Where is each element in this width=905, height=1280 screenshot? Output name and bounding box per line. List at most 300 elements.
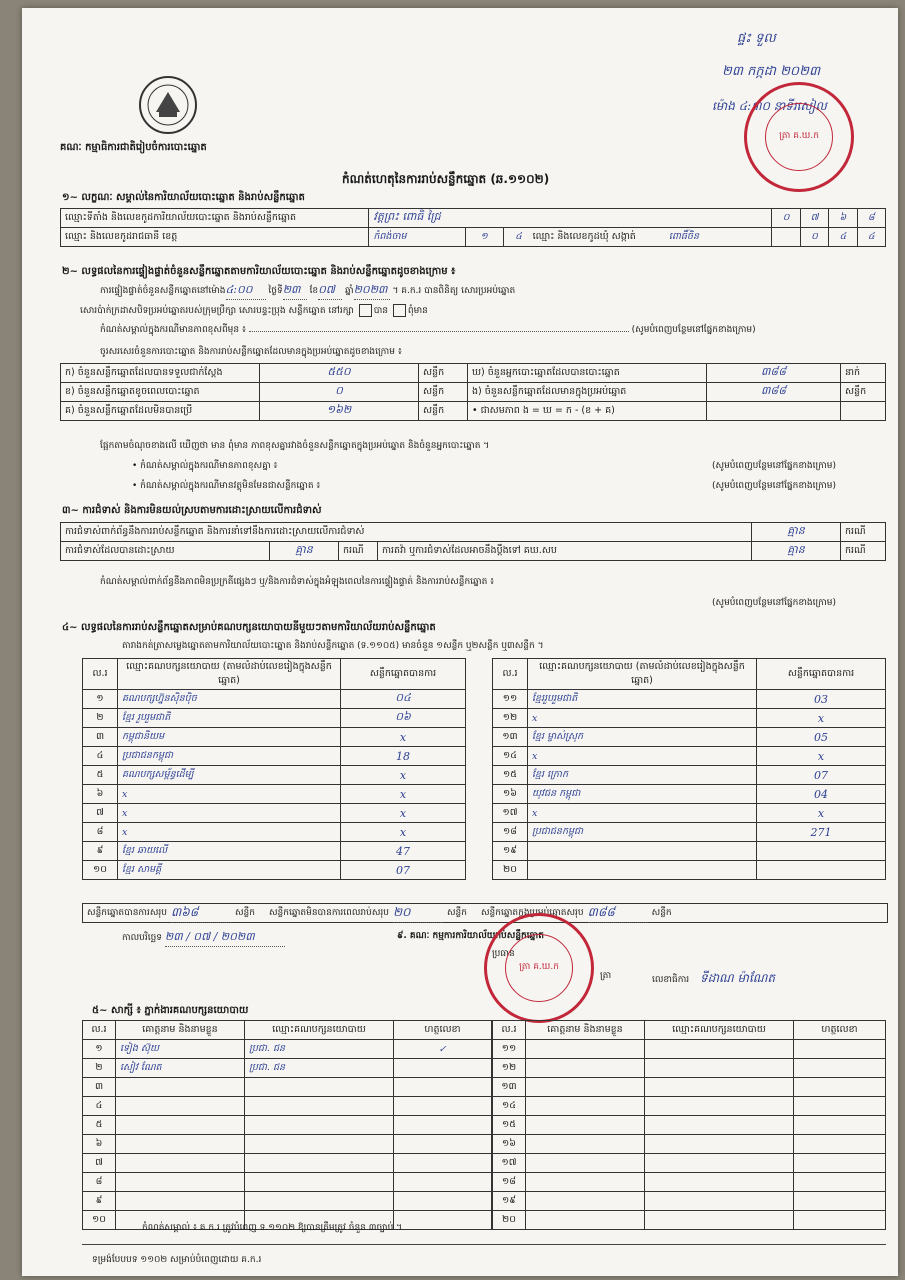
- s1-row1-label: ឈ្មោះទីតាំង និងលេខកូដការិយាល័យបោះឆ្នោត និងរាប់សន្លឹកឆ្នោត: [61, 209, 369, 228]
- party-row: [493, 766, 886, 785]
- s2-right-label: ឃ) ចំនួនអ្នកបោះឆ្នោតដែលបានបោះឆ្នោត: [468, 364, 707, 383]
- party-votes: [757, 842, 886, 861]
- s1-commune: [503, 228, 772, 247]
- witness-row: [83, 1097, 492, 1116]
- witness-row: [493, 1154, 886, 1173]
- party-row: [83, 728, 466, 747]
- count-month: ០៧: [318, 283, 342, 300]
- seal-label-top: ត្រា គ.ឃ.ក: [765, 103, 834, 172]
- nec-emblem-icon: [137, 74, 199, 136]
- witness-no: ១៧: [493, 1154, 526, 1173]
- party-votes: 47: [341, 842, 466, 861]
- w-col-no: ល.រ: [493, 1021, 526, 1040]
- party-row: [83, 766, 466, 785]
- footer-divider: [82, 1244, 886, 1245]
- s1-province-code: ៤: [515, 231, 522, 242]
- secretary-label: លេខាធិការ: [652, 975, 690, 985]
- party-votes: x: [757, 804, 886, 823]
- party-no: ៧: [83, 804, 118, 823]
- total-valid-label: សន្លឹកឆ្នោតបានការសរុប: [87, 907, 167, 918]
- witness-party: [645, 1173, 794, 1192]
- total-box: ៣៨៨: [588, 904, 648, 923]
- witness-no: ២: [83, 1059, 116, 1078]
- party-name: គណបក្សហ្វ៊ុនស៊ិនប៉ិច: [118, 690, 341, 709]
- total-invalid: ២០: [393, 904, 443, 923]
- corner-note-2: ២៣ កក្កដា ២០២៣: [722, 64, 821, 79]
- note-label: កំណត់សម្គាល់ក្នុងករណីមានភាពខុសពីមុន ៖: [100, 325, 246, 335]
- witness-name: [526, 1078, 645, 1097]
- witness-name: [526, 1059, 645, 1078]
- intro-text: ។ គ.ក.រ បានពិនិត្យ សោរប្រអប់ឆ្នោត: [392, 286, 516, 296]
- count-day: ២៣: [283, 283, 307, 300]
- party-no: ៣: [83, 728, 118, 747]
- no-label: ពុំមាន: [407, 306, 428, 316]
- s2-right-value: ៣៨៨: [707, 383, 841, 402]
- witness-signature: [394, 1097, 492, 1116]
- witness-party: [245, 1097, 394, 1116]
- party-name: x: [528, 709, 757, 728]
- witness-no: ១៤: [493, 1097, 526, 1116]
- party-votes: 05: [757, 728, 886, 747]
- witness-signature: [794, 1040, 886, 1059]
- witness-no: ១២: [493, 1059, 526, 1078]
- party-no: ៦: [83, 785, 118, 804]
- party-votes: x: [341, 728, 466, 747]
- witness-signature: [394, 1192, 492, 1211]
- party-row: [83, 690, 466, 709]
- s1-empty-cell: [772, 228, 800, 247]
- w-col-no: ល.រ: [83, 1021, 116, 1040]
- w-col-party: ឈ្មោះគណបក្សនយោបាយ: [645, 1021, 794, 1040]
- witness-name: [526, 1192, 645, 1211]
- date-line: [122, 930, 285, 947]
- s2-left-label: គ) ចំនួនសន្លឹកឆ្នោតដែលមិនបានប្រើ: [61, 402, 260, 421]
- votes-table-right: [492, 658, 886, 880]
- s2-left-label: ខ) ចំនួនសន្លឹកឆ្នោតខូចពេលបោះឆ្នោត: [61, 383, 260, 402]
- witness-row: [493, 1192, 886, 1211]
- party-row: [493, 861, 886, 880]
- witness-no: ២០: [493, 1211, 526, 1230]
- party-row: [493, 728, 886, 747]
- s3-row1-value: គ្មាន: [752, 523, 841, 542]
- party-votes: x: [757, 747, 886, 766]
- party-name: x: [118, 785, 341, 804]
- party-no: ១៦: [493, 785, 528, 804]
- witness-signature: [794, 1059, 886, 1078]
- s2-right-unit: នាក់: [841, 364, 886, 383]
- party-row: [493, 709, 886, 728]
- witness-no: ៩: [83, 1192, 116, 1211]
- intro-text: ឆ្នាំ: [345, 286, 354, 296]
- witness-signature: [794, 1097, 886, 1116]
- witness-name: [116, 1192, 245, 1211]
- seal-label-bottom: ត្រា គ.ឃ.ក: [505, 934, 574, 1003]
- intro-text: ថ្ងៃទី: [268, 286, 283, 296]
- s1-digit: ០: [800, 228, 828, 247]
- party-name: កម្ពុជានិយម: [118, 728, 341, 747]
- witness-row: [493, 1078, 886, 1097]
- no-checkbox[interactable]: [393, 304, 406, 317]
- form-sheet: [22, 8, 898, 1276]
- party-no: ២: [83, 709, 118, 728]
- party-name: [528, 842, 757, 861]
- count-time: ៤:០០: [226, 283, 266, 300]
- witness-signature: [394, 1078, 492, 1097]
- s1-digit: ៤: [829, 228, 857, 247]
- party-row: [493, 823, 886, 842]
- witness-party: [645, 1059, 794, 1078]
- party-name: ប្រជាជនកម្ពុជា: [118, 747, 341, 766]
- party-row: [83, 747, 466, 766]
- witness-no: ១០: [83, 1211, 116, 1230]
- section2-table: [60, 363, 886, 421]
- party-row: [83, 804, 466, 823]
- total-unit: សន្លឹក: [234, 907, 255, 918]
- party-name: x: [118, 823, 341, 842]
- witness-name: [526, 1040, 645, 1059]
- s2-row: [61, 364, 886, 383]
- witness-no: ៤: [83, 1097, 116, 1116]
- witness-row: [493, 1211, 886, 1230]
- witness-no: ៣: [83, 1078, 116, 1097]
- party-no: ១៧: [493, 804, 528, 823]
- party-votes: x: [341, 785, 466, 804]
- witness-party: [645, 1135, 794, 1154]
- witness-party: [245, 1116, 394, 1135]
- party-no: ១២: [493, 709, 528, 728]
- witness-no: ៧: [83, 1154, 116, 1173]
- votes-table-left: [82, 658, 466, 880]
- date-label: កាលបរិច្ឆេទ: [122, 933, 162, 943]
- col-votes: សន្លឹកឆ្នោតបានការ: [757, 659, 886, 690]
- witness-signature: ✓: [394, 1040, 492, 1059]
- party-row: [493, 804, 886, 823]
- corner-note-3: ម៉ោង ៤:៣០ នាទីរសៀល: [712, 99, 827, 113]
- party-row: [83, 709, 466, 728]
- official-seal-top: [744, 82, 854, 192]
- party-votes: 04: [757, 785, 886, 804]
- section2-heading: ២~ លទ្ធផលនៃការផ្ទៀងផ្ទាត់ចំនួនសន្លឹកឆ្នោតតាមការិយាល័យបោះឆ្នោត និងរាប់សន្លឹកឆ្នោតដូចខាងក្រោម ៖: [62, 266, 456, 277]
- witness-name: [116, 1173, 245, 1192]
- witness-no: ១៥: [493, 1116, 526, 1135]
- total-unit: សន្លឹក: [446, 907, 467, 918]
- org-name: គណៈ កម្មាធិការជាតិរៀបចំការបោះឆ្នោត: [60, 142, 207, 153]
- party-no: ១៥: [493, 766, 528, 785]
- witness-name: [526, 1154, 645, 1173]
- witness-name: [116, 1097, 245, 1116]
- s2-row: [61, 402, 886, 421]
- witness-row: [83, 1078, 492, 1097]
- party-votes: ០៤: [341, 690, 466, 709]
- witness-row: [83, 1059, 492, 1078]
- party-votes: x: [757, 709, 886, 728]
- totals-row: [82, 903, 888, 923]
- party-votes: 03: [757, 690, 886, 709]
- fill-hint: (សូមបំពេញបន្ថែមនៅផ្នែកខាងក្រោម): [631, 325, 756, 335]
- witness-row: [83, 1154, 492, 1173]
- witness-party: [645, 1154, 794, 1173]
- party-row: [493, 747, 886, 766]
- section3-table: [60, 522, 886, 561]
- total-box-label: សន្លឹកឆ្នោតក្នុងប្រអប់ឆ្នោតសរុប: [480, 907, 584, 918]
- party-name: ខ្មែររួបរួមជាតិ: [528, 690, 757, 709]
- party-no: ១៣: [493, 728, 528, 747]
- s2-left-unit: សន្លឹក: [419, 364, 468, 383]
- section2-intro-line2: [80, 304, 428, 318]
- party-row: [83, 842, 466, 861]
- party-no: ១៩: [493, 842, 528, 861]
- yes-label: បាន: [373, 306, 389, 316]
- section3-note: កំណត់សម្គាល់ពាក់ព័ន្ធនឹងភាពមិនប្រក្រតីផ្សេងៗ ឬ/និងការជំទាស់ក្នុងអំឡុងពេលនៃការផ្ទៀងផ្ទាត់ និងការរាប់សន្លឹកឆ្នោត ៖: [100, 577, 495, 587]
- s3-row2b-value: គ្មាន: [752, 542, 841, 561]
- s2-right-value: [707, 402, 841, 421]
- witness-row: [493, 1116, 886, 1135]
- s1-digit: ៦: [829, 209, 857, 228]
- party-votes: [757, 861, 886, 880]
- w-col-name: គោត្តនាម និងនាមខ្លួន: [116, 1021, 245, 1040]
- party-row: [493, 842, 886, 861]
- witness-no: ៨: [83, 1173, 116, 1192]
- witness-signature: [794, 1192, 886, 1211]
- bullet1-hint: (សូមបំពេញបន្ថែមនៅផ្នែកខាងក្រោម): [712, 461, 836, 471]
- s3-unit: ករណី: [339, 542, 378, 561]
- section3-heading: ៣~ ការជំទាស់ និងការមិនយល់ស្របតាមការដោះស្រាយលើការជំទាស់: [62, 505, 322, 516]
- party-row: [493, 690, 886, 709]
- witness-row: [493, 1040, 886, 1059]
- section1-table: [60, 208, 886, 247]
- witness-signature: [794, 1078, 886, 1097]
- witness-row: [493, 1135, 886, 1154]
- witness-party: [645, 1211, 794, 1230]
- witness-no: ១៩: [493, 1192, 526, 1211]
- s1-province: កំពង់ចាម: [369, 228, 465, 247]
- party-no: ១: [83, 690, 118, 709]
- total-invalid-label: សន្លឹកឆ្នោតមិនបានការពេលរាប់សរុប: [268, 907, 389, 918]
- witness-name: សៀវ ណែត: [116, 1059, 245, 1078]
- w-col-sign: ហត្ថលេខា: [794, 1021, 886, 1040]
- witness-party: [245, 1173, 394, 1192]
- witness-name: ទៀង ស៊ុយ: [116, 1040, 245, 1059]
- witness-no: ៥: [83, 1116, 116, 1135]
- intro-text: សោរប៉ាក់ក្រដាសបិទប្រអប់ឆ្នោតរបស់ក្រុមប្រឹក្សា សោរបន្ទះប្រុង សន្លឹកឆ្នោត នៅរក្សា: [80, 306, 354, 316]
- s2-left-value: ៥៥០: [260, 364, 419, 383]
- party-no: ៥: [83, 766, 118, 785]
- w-col-party: ឈ្មោះគណបក្សនយោបាយ: [245, 1021, 394, 1040]
- witness-name: [116, 1116, 245, 1135]
- witness-signature: [794, 1173, 886, 1192]
- party-row: [83, 785, 466, 804]
- count-year: ២០២៣: [354, 283, 390, 300]
- bullet2: • កំណត់សម្គាល់ក្នុងករណីមានវត្ថុមិនមែនជាសន្លឹកឆ្នោត ៖: [132, 481, 321, 491]
- witness-row: [493, 1097, 886, 1116]
- section2-note: [100, 324, 886, 337]
- s1-province-code: ១: [465, 228, 503, 247]
- party-no: ២០: [493, 861, 528, 880]
- s2-right-unit: សន្លឹក: [841, 383, 886, 402]
- col-party: ឈ្មោះគណបក្សនយោបាយ (តាមលំដាប់លេខរៀងក្នុងសន្លឹកឆ្នោត): [118, 659, 341, 690]
- s2-left-value: ០: [260, 383, 419, 402]
- party-name: [528, 861, 757, 880]
- s3-unit: ករណី: [841, 542, 886, 561]
- witness-party: [645, 1078, 794, 1097]
- party-name: x: [118, 804, 341, 823]
- section2-check: [100, 440, 886, 453]
- s3-row2a-label: ការជំទាស់ដែលបានដោះស្រាយ: [61, 542, 270, 561]
- intro-text: ខែ: [309, 286, 319, 296]
- witness-signature: [794, 1154, 886, 1173]
- witness-party: [645, 1116, 794, 1135]
- s3-row1-label: ការជំទាស់ពាក់ព័ន្ធនឹងការរាប់សន្លឹកឆ្នោត និងការនាំទៅនឹងការដោះស្រាយលើការជំទាស់: [61, 523, 752, 542]
- section4-heading: ៤~ លទ្ធផលនៃការរាប់សន្លឹកឆ្នោតសម្រាប់គណបក្សនយោបាយនីមួយៗតាមការិយាល័យរាប់សន្លឹកឆ្នោត: [62, 622, 436, 633]
- bullet1: • កំណត់សម្គាល់ក្នុងករណីមានភាពខុសគ្នា ៖: [132, 461, 278, 471]
- witness-row: [493, 1059, 886, 1078]
- total-valid: ៣៦៨: [171, 904, 231, 923]
- s3-row2b-label: ការតវ៉ា ឬការជំទាស់ដែលអាចនឹងប្តឹងទៅ គឃ.សប: [378, 542, 752, 561]
- witness-party: [245, 1154, 394, 1173]
- witness-table-right: [492, 1020, 886, 1230]
- party-row: [83, 823, 466, 842]
- witness-signature: [794, 1116, 886, 1135]
- chair-label: ប្រធាន: [492, 949, 515, 959]
- party-votes: 07: [757, 766, 886, 785]
- s2-left-unit: សន្លឹក: [419, 383, 468, 402]
- party-name: x: [528, 804, 757, 823]
- witness-signature: [794, 1135, 886, 1154]
- w-col-name: គោត្តនាម និងនាមខ្លួន: [526, 1021, 645, 1040]
- s1-digit: ៧: [800, 209, 828, 228]
- s1-row2-label: ឈ្មោះ និងលេខកូដរាជធានី ខេត្ត: [61, 228, 369, 247]
- s1-commune-label: ឈ្មោះ និងលេខកូដឃុំ សង្កាត់: [532, 231, 636, 242]
- check-text: ផ្អែកតាមចំណុចខាងលើ ឃើញថា មាន ពុំមាន ភាពខុសគ្នារវាងចំនួនសន្លឹកឆ្នោតក្នុងប្រអប់ឆ្នោត និងចំនួនអ្នកបោះឆ្នោត ។: [100, 441, 490, 451]
- s2-right-label: ង) ចំនួនសន្លឹកឆ្នោតដែលមានក្នុងប្រអប់ឆ្នោត: [468, 383, 707, 402]
- witness-party: [245, 1135, 394, 1154]
- witness-name: [526, 1211, 645, 1230]
- witness-no: ១៦: [493, 1135, 526, 1154]
- party-no: ៨: [83, 823, 118, 842]
- witness-no: ១: [83, 1040, 116, 1059]
- witness-party: [645, 1040, 794, 1059]
- section4-sub: តារាងកត់ត្រាសម្លេងឆ្នោតតាមការិយាល័យបោះឆ្នោត និងរាប់សន្លឹកឆ្នោត (ទ.១១០៥) មានចំនួន ១សន្លឹក ឬ២សន្លឹក ឬ៣សន្លឹក ។: [122, 641, 544, 651]
- party-no: ១៤: [493, 747, 528, 766]
- witness-signature: [394, 1116, 492, 1135]
- s2-left-value: ១៦២: [260, 402, 419, 421]
- witness-row: [493, 1173, 886, 1192]
- witness-party: ប្រជា. ជន: [245, 1040, 394, 1059]
- date-value: ២៣ / ០៧ / ២០២៣: [165, 930, 285, 947]
- corner-note-1: ផ្ទះ ទួល: [737, 31, 776, 46]
- party-row: [83, 861, 466, 880]
- witness-name: [526, 1097, 645, 1116]
- witness-row: [83, 1192, 492, 1211]
- chair-seal-label: ត្រា: [600, 971, 612, 981]
- s1-digit: ៨: [857, 209, 885, 228]
- party-no: ១១: [493, 690, 528, 709]
- yes-checkbox[interactable]: [359, 304, 372, 317]
- witness-row: [83, 1040, 492, 1059]
- col-party: ឈ្មោះគណបក្សនយោបាយ (តាមលំដាប់លេខរៀងក្នុងសន្លឹកឆ្នោត): [528, 659, 757, 690]
- witness-signature: [794, 1211, 886, 1230]
- party-no: ១០: [83, 861, 118, 880]
- section2-intro: [100, 283, 890, 300]
- witness-signature: [394, 1059, 492, 1078]
- witness-party: [645, 1097, 794, 1116]
- party-no: ៩: [83, 842, 118, 861]
- witness-signature: [394, 1173, 492, 1192]
- col-no: ល.រ: [493, 659, 528, 690]
- s1-commune-value: ពោធិ៍ចិន: [668, 231, 699, 242]
- party-name: ខ្មែរ ក្រោក: [528, 766, 757, 785]
- party-name: x: [528, 747, 757, 766]
- witness-signature: [394, 1135, 492, 1154]
- witness-name: [116, 1135, 245, 1154]
- party-name: គណបក្សសម្ព័ន្ធដើម្បី: [118, 766, 341, 785]
- party-votes: ០៦: [341, 709, 466, 728]
- s2-row: [61, 383, 886, 402]
- party-votes: 18: [341, 747, 466, 766]
- witness-name: [526, 1173, 645, 1192]
- witness-row: [83, 1135, 492, 1154]
- witness-row: [83, 1173, 492, 1192]
- s2-right-value: ៣៨៨: [707, 364, 841, 383]
- section3-hint: (សូមបំពេញបន្ថែមនៅផ្នែកខាងក្រោម): [712, 598, 836, 608]
- section1-heading: ១~ លក្ខណៈ សម្គាល់នៃការិយាល័យបោះឆ្នោត និងរាប់សន្លឹកឆ្នោត: [62, 192, 305, 203]
- party-votes: x: [341, 804, 466, 823]
- witness-party: [245, 1192, 394, 1211]
- s3-unit: ករណី: [841, 523, 886, 542]
- bullet2-hint: (សូមបំពេញបន្ថែមនៅផ្នែកខាងក្រោម): [712, 481, 836, 491]
- witness-name: [526, 1116, 645, 1135]
- witness-no: ៦: [83, 1135, 116, 1154]
- witness-signature: [394, 1211, 492, 1230]
- party-votes: 07: [341, 861, 466, 880]
- s2-right-label: • ជាសមភាព ង = ឃ = ក - (ខ + គ): [468, 402, 707, 421]
- party-name: ខ្មែរ រួបរួមជាតិ: [118, 709, 341, 728]
- party-votes: 271: [757, 823, 886, 842]
- form-footer: ទម្រង់បែបបទ ១១០២ សម្រាប់បំពេញដោយ គ.ក.រ: [92, 1255, 262, 1265]
- w-col-sign: ហត្ថលេខា: [394, 1021, 492, 1040]
- party-name: ខ្មែរ សាមគ្គី: [118, 861, 341, 880]
- party-votes: x: [341, 766, 466, 785]
- witness-signature: [394, 1154, 492, 1173]
- s1-row1-value: វត្តព្រះ ពោធិ ជ្រៃ: [369, 209, 772, 228]
- witness-name: [116, 1154, 245, 1173]
- witness-name: [526, 1135, 645, 1154]
- party-row: [493, 785, 886, 804]
- total-unit: សន្លឹក: [651, 907, 672, 918]
- section5-heading: ៥~ សាក្សី ៖ ភ្នាក់ងារគណបក្សនយោបាយ: [92, 1005, 249, 1016]
- s3-row2a-value: គ្មាន: [270, 542, 339, 561]
- official-seal-bottom: [484, 913, 594, 1023]
- form-title: កំណត់ហេតុនៃការរាប់សន្លឹកឆ្នោត (ឆ.១១០២): [342, 172, 550, 186]
- col-votes: សន្លឹកឆ្នោតបានការ: [341, 659, 466, 690]
- party-name: ខ្មែរ ឆាយលើ: [118, 842, 341, 861]
- s1-digit: ០: [772, 209, 800, 228]
- witness-no: ១៣: [493, 1078, 526, 1097]
- party-votes: x: [341, 823, 466, 842]
- s1-digit: ៤: [857, 228, 885, 247]
- secretary-line: [652, 970, 775, 988]
- footnote: កំណត់សម្គាល់ ៖ គ.ក.រ ត្រូវបំពេញ ទ.១១០២ ឱ្យបានត្រឹមត្រូវ ចំនួន ៣ច្បាប់ ។: [142, 1223, 403, 1233]
- witness-row: [83, 1116, 492, 1135]
- witness-no: ១១: [493, 1040, 526, 1059]
- committee-label: ៩. គណៈ កម្មការការិយាល័យរាប់សន្លឹកឆ្នោត: [397, 931, 544, 941]
- col-no: ល.រ: [83, 659, 118, 690]
- s2-left-label: ក) ចំនួនសន្លឹកឆ្នោតដែលបានទទួលជាក់ស្តែង: [61, 364, 260, 383]
- witness-party: [645, 1192, 794, 1211]
- witness-party: ប្រជា. ជន: [245, 1059, 394, 1078]
- party-no: ៤: [83, 747, 118, 766]
- witness-name: [116, 1078, 245, 1097]
